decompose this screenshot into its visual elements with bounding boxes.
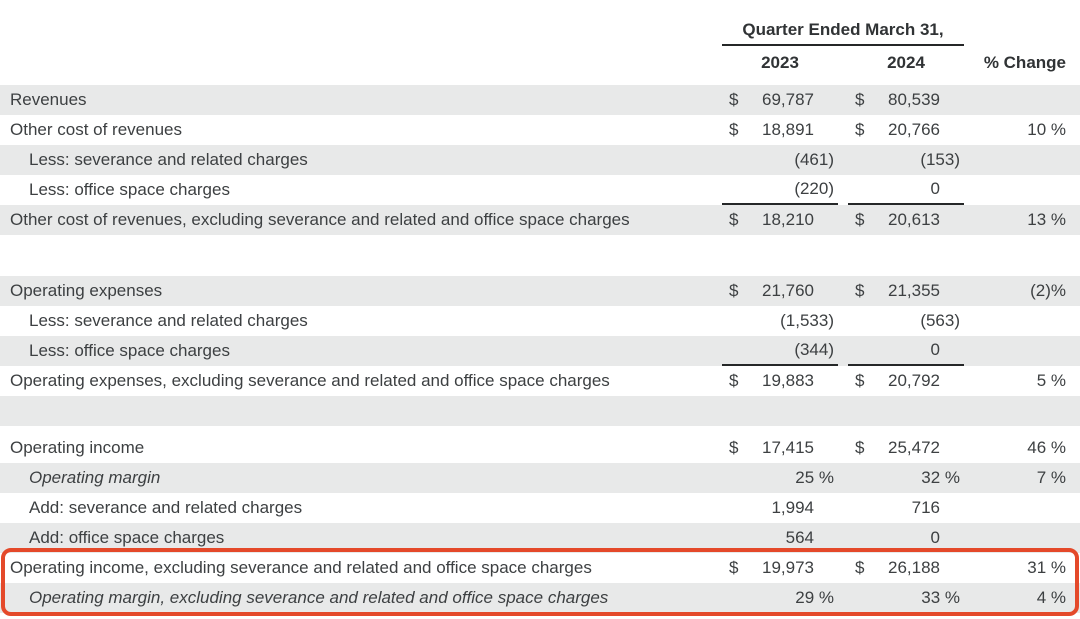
table-row — [0, 115, 1080, 145]
dollar-sign: $ — [855, 558, 865, 577]
dollar-sign: $ — [729, 371, 739, 390]
value-2024-cell — [848, 306, 964, 336]
table-row — [0, 463, 1080, 493]
table-row — [0, 85, 1080, 115]
table-row — [0, 433, 1080, 463]
value-2023-cell — [722, 175, 838, 205]
amount-2024: 20,766 — [888, 120, 940, 139]
value-2023-cell — [722, 115, 838, 145]
column-gap — [838, 276, 848, 306]
dollar-sign: $ — [855, 371, 865, 390]
amount-2023: 69,787 — [762, 90, 814, 109]
row-label: Operating expenses, excluding severance and related and office space charges — [10, 371, 610, 390]
column-gap — [838, 553, 848, 583]
row-label: Other cost of revenues, excluding severance and related and office space charges — [10, 210, 630, 229]
column-gap — [838, 336, 848, 366]
row-label: Add: office space charges — [29, 528, 225, 547]
value-change: 31 % — [1027, 558, 1066, 577]
value-2023-cell — [722, 493, 838, 523]
value-2023-cell — [722, 433, 838, 463]
amount-2024: 20,792 — [888, 371, 940, 390]
dollar-sign: $ — [729, 120, 739, 139]
dollar-sign: $ — [855, 90, 865, 109]
row-label: Add: severance and related charges — [29, 498, 303, 517]
value-2024-cell — [848, 276, 964, 306]
value-change: 13 % — [1027, 210, 1066, 229]
column-gap — [838, 583, 848, 613]
spacer-row — [0, 235, 1080, 276]
column-gap — [838, 463, 848, 493]
amount-2023: (220) — [794, 179, 834, 198]
table-row — [0, 366, 1080, 396]
row-label: Less: severance and related charges — [29, 311, 308, 330]
table-row — [0, 553, 1080, 583]
dollar-sign: $ — [729, 558, 739, 577]
value-2024-cell — [848, 583, 964, 613]
amount-2023: 564 — [785, 528, 814, 547]
amount-2023: 29 % — [795, 588, 834, 607]
value-2023-cell — [722, 85, 838, 115]
dollar-sign: $ — [855, 210, 865, 229]
amount-2024: 20,613 — [888, 210, 940, 229]
amount-2023: 17,415 — [762, 438, 814, 457]
header-spacer — [964, 18, 1080, 46]
spacer-row — [0, 426, 1080, 433]
dollar-sign: $ — [855, 281, 865, 300]
header-group-row — [0, 18, 1080, 46]
amount-2024: 21,355 — [888, 281, 940, 300]
value-2024-cell — [848, 433, 964, 463]
amount-2023: 21,760 — [762, 281, 814, 300]
value-2024-cell — [848, 145, 964, 175]
row-label: Less: office space charges — [29, 180, 230, 199]
spacer-row — [0, 396, 1080, 426]
amount-2023: 18,891 — [762, 120, 814, 139]
amount-2024: 25,472 — [888, 438, 940, 457]
value-2024-cell — [848, 205, 964, 235]
amount-2024: 33 % — [921, 588, 960, 607]
dollar-sign: $ — [855, 438, 865, 457]
amount-2023: 19,883 — [762, 371, 814, 390]
value-2023-cell — [722, 336, 838, 366]
value-2024-cell — [848, 523, 964, 553]
table-body — [0, 85, 1080, 613]
table-row — [0, 276, 1080, 306]
value-2023-cell — [722, 523, 838, 553]
value-2023-cell — [722, 306, 838, 336]
row-label: Operating expenses — [10, 281, 163, 300]
value-2024-cell — [848, 85, 964, 115]
value-2023-cell — [722, 463, 838, 493]
highlight-group — [0, 553, 1080, 613]
value-change: 10 % — [1027, 120, 1066, 139]
value-change: 5 % — [1036, 371, 1066, 390]
table-row — [0, 493, 1080, 523]
table-row — [0, 205, 1080, 235]
amount-2023: 19,973 — [762, 558, 814, 577]
column-gap — [838, 85, 848, 115]
amount-2024: 0 — [930, 528, 940, 547]
amount-2023: (1,533) — [780, 311, 834, 330]
dollar-sign: $ — [729, 210, 739, 229]
value-2023-cell — [722, 276, 838, 306]
column-gap — [838, 433, 848, 463]
amount-2024: 26,188 — [888, 558, 940, 577]
value-2023-cell — [722, 205, 838, 235]
table-row — [0, 523, 1080, 553]
header-spacer — [0, 18, 722, 46]
table-header — [0, 0, 1080, 80]
value-change: (2)% — [1030, 281, 1066, 300]
table-row — [0, 583, 1080, 613]
amount-2023: (461) — [794, 150, 834, 169]
amount-2024: 716 — [911, 498, 940, 517]
column-gap — [838, 205, 848, 235]
value-2023-cell — [722, 583, 838, 613]
row-label: Operating margin, excluding severance and related and office space charges — [29, 588, 609, 607]
column-gap — [838, 366, 848, 396]
table-row — [0, 175, 1080, 205]
amount-2024: 80,539 — [888, 90, 940, 109]
column-header-change: % Change — [983, 53, 1066, 72]
value-change: 4 % — [1036, 588, 1066, 607]
amount-2023: (344) — [794, 340, 834, 359]
row-label: Operating income — [10, 438, 145, 457]
column-gap — [838, 175, 848, 205]
amount-2023: 1,994 — [771, 498, 814, 517]
value-2023-cell — [722, 366, 838, 396]
dollar-sign: $ — [729, 281, 739, 300]
amount-2023: 18,210 — [762, 210, 814, 229]
amount-2024: (153) — [920, 150, 960, 169]
value-2023-cell — [722, 145, 838, 175]
value-2024-cell — [848, 463, 964, 493]
dollar-sign: $ — [729, 438, 739, 457]
value-2024-cell — [848, 175, 964, 205]
row-label: Other cost of revenues — [10, 120, 182, 139]
dollar-sign: $ — [729, 90, 739, 109]
row-label: Less: severance and related charges — [29, 150, 308, 169]
value-2024-cell — [848, 553, 964, 583]
column-gap — [838, 115, 848, 145]
value-2024-cell — [848, 366, 964, 396]
amount-2023: 25 % — [795, 468, 834, 487]
value-2024-cell — [848, 493, 964, 523]
value-change: 46 % — [1027, 438, 1066, 457]
column-gap — [838, 523, 848, 553]
row-label: Operating income, excluding severance and related and office space charges — [10, 558, 592, 577]
value-2024-cell — [848, 115, 964, 145]
amount-2024: 0 — [930, 340, 940, 359]
column-gap — [838, 493, 848, 523]
value-2023-cell — [722, 553, 838, 583]
column-header-2023: 2023 — [761, 53, 799, 72]
row-label: Operating margin — [29, 468, 161, 487]
value-2024-cell — [848, 336, 964, 366]
table-row — [0, 336, 1080, 366]
amount-2024: 0 — [930, 179, 940, 198]
value-change: 7 % — [1036, 468, 1066, 487]
dollar-sign: $ — [855, 120, 865, 139]
row-label: Revenues — [10, 90, 87, 109]
column-header-2024: 2024 — [887, 53, 925, 72]
amount-2024: (563) — [920, 311, 960, 330]
column-gap — [838, 145, 848, 175]
table-row — [0, 145, 1080, 175]
column-gap — [838, 306, 848, 336]
row-label: Less: office space charges — [29, 341, 230, 360]
table-row — [0, 306, 1080, 336]
amount-2024: 32 % — [921, 468, 960, 487]
header-columns-row — [0, 46, 1080, 80]
quarter-group-heading: Quarter Ended March 31, — [722, 18, 964, 46]
